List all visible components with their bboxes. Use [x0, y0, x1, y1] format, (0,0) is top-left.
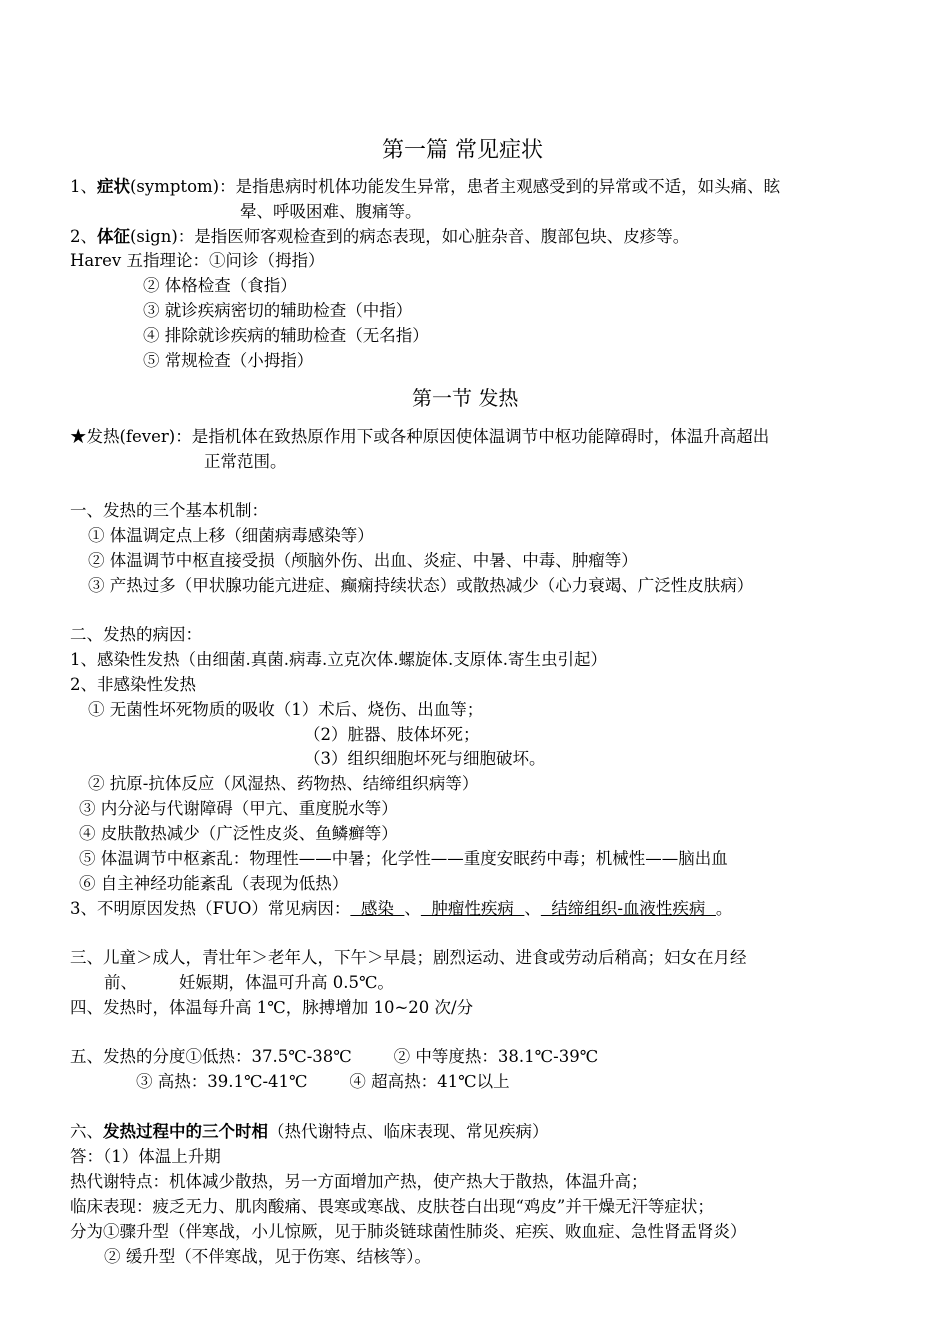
harev-line: Harev 五指理论：①问诊（拇指） — [70, 251, 325, 270]
answer-line: 答：（1）体温上升期 — [70, 1147, 221, 1166]
item6-heading — [70, 1120, 549, 1144]
section-title: 第一节 发热 — [412, 386, 519, 410]
item6-number: 六、 — [70, 1122, 103, 1141]
fuo-cause-infection: 感染 — [350, 899, 405, 918]
fever-definition: ★发热(fever)：是指机体在致热原作用下或各种原因使体温调节中枢功能障碍时，体温升高超出 — [70, 427, 770, 446]
mechanism-item: ① 体温调定点上移（细菌病毒感染等） — [88, 526, 374, 545]
item6-rest: （热代谢特点、临床表现、常见疾病） — [268, 1122, 549, 1141]
symptom-term: 症状 — [97, 177, 130, 196]
mechanism-item: ② 体温调节中枢直接受损（颅脑外伤、出血、炎症、中暑、中毒、肿瘤等） — [88, 551, 638, 570]
symptom-definition-cont: 晕、呼吸困难、腹痛等。 — [240, 202, 422, 221]
causes-subitem: ② 抗原-抗体反应（风湿热、药物热、结缔组织病等） — [88, 774, 479, 793]
causes-subitem: ③ 内分泌与代谢障碍（甲亢、重度脱水等） — [79, 799, 398, 818]
causes-heading: 二、发热的病因： — [70, 625, 202, 644]
fuo-cause-tumor: 肿瘤性疾病 — [420, 899, 525, 918]
item3-line: 三、儿童＞成人，青壮年＞老年人，下午＞早晨；剧烈运动、进食或劳动后稍高；妇女在月经 — [70, 948, 747, 967]
sign-term: 体征 — [97, 227, 130, 246]
grades-line: 五、发热的分度①低热：37.5℃-38℃ ② 中等度热：38.1℃-39℃ — [70, 1047, 599, 1066]
mechanism-item: ③ 产热过多（甲状腺功能亢进症、癫痫持续状态）或散热减少（心力衰竭、广泛性皮肤病） — [88, 576, 754, 595]
fuo-cause-connective: 结缔组织-血液性疾病 — [540, 899, 716, 918]
symptom-definition — [70, 175, 780, 199]
answer-line: 临床表现：疲乏无力、肌肉酸痛、畏寒或寒战、皮肤苍白出现“鸡皮”并干燥无汗等症状； — [70, 1197, 714, 1216]
page-title: 第一篇 常见症状 — [382, 138, 543, 163]
sign-definition — [70, 225, 689, 249]
fuo-separator: 、 — [524, 899, 541, 918]
harev-line: ② 体格检查（食指） — [143, 276, 297, 295]
symptom-number: 1、 — [70, 177, 97, 196]
causes-subitem: （3）组织细胞坏死与细胞破坏。 — [304, 749, 546, 768]
fuo-separator: 、 — [404, 899, 421, 918]
fuo-line — [70, 897, 732, 921]
causes-subitem: ⑤ 体温调节中枢紊乱：物理性——中暑；化学性——重度安眠药中毒；机械性——脑出血 — [79, 849, 728, 868]
causes-item: 1、感染性发热（由细菌.真菌.病毒.立克次体.螺旋体.支原体.寄生虫引起） — [70, 650, 607, 669]
item4-line: 四、发热时，体温每升高 1℃，脉搏增加 10~20 次/分 — [70, 998, 474, 1017]
item6-bold: 发热过程中的三个时相 — [103, 1122, 268, 1141]
symptom-text: (symptom)：是指患病时机体功能发生异常，患者主观感受到的异常或不适，如头痛、眩 — [130, 177, 781, 196]
fever-definition-cont: 正常范围。 — [204, 452, 287, 471]
causes-subitem: ④ 皮肤散热减少（广泛性皮炎、鱼鳞癣等） — [79, 824, 398, 843]
sign-text: (sign)：是指医师客观检查到的病态表现，如心脏杂音、腹部包块、皮疹等。 — [130, 227, 690, 246]
answer-line: 热代谢特点：机体减少散热，另一方面增加产热，使产热大于散热，体温升高； — [70, 1172, 648, 1191]
causes-subitem: ① 无菌性坏死物质的吸收（1）术后、烧伤、出血等； — [88, 700, 484, 719]
causes-subitem: （2）脏器、肢体坏死； — [304, 725, 480, 744]
grades-line-cont: ③ 高热：39.1℃-41℃ ④ 超高热：41℃以上 — [136, 1072, 510, 1091]
causes-subitem: ⑥ 自主神经功能紊乱（表现为低热） — [79, 874, 349, 893]
answer-line: 分为①骤升型（伴寒战，小儿惊厥，见于肺炎链球菌性肺炎、疟疾、败血症、急性肾盂肾炎） — [70, 1222, 747, 1241]
harev-line: ⑤ 常规检查（小拇指） — [143, 351, 314, 370]
sign-number: 2、 — [70, 227, 97, 246]
mechanism-heading: 一、发热的三个基本机制： — [70, 501, 268, 520]
item3-line-cont: 前、 妊娠期，体温可升高 0.5℃。 — [104, 973, 394, 992]
causes-item: 2、非感染性发热 — [70, 675, 196, 694]
answer-line: ② 缓升型（不伴寒战，见于伤寒、结核等）。 — [104, 1247, 431, 1266]
fuo-end: 。 — [715, 899, 733, 918]
fuo-prefix: 3、不明原因发热（FUO）常见病因： — [70, 899, 351, 918]
harev-line: ④ 排除就诊疾病的辅助检查（无名指） — [143, 326, 429, 345]
harev-line: ③ 就诊疾病密切的辅助检查（中指） — [143, 301, 413, 320]
